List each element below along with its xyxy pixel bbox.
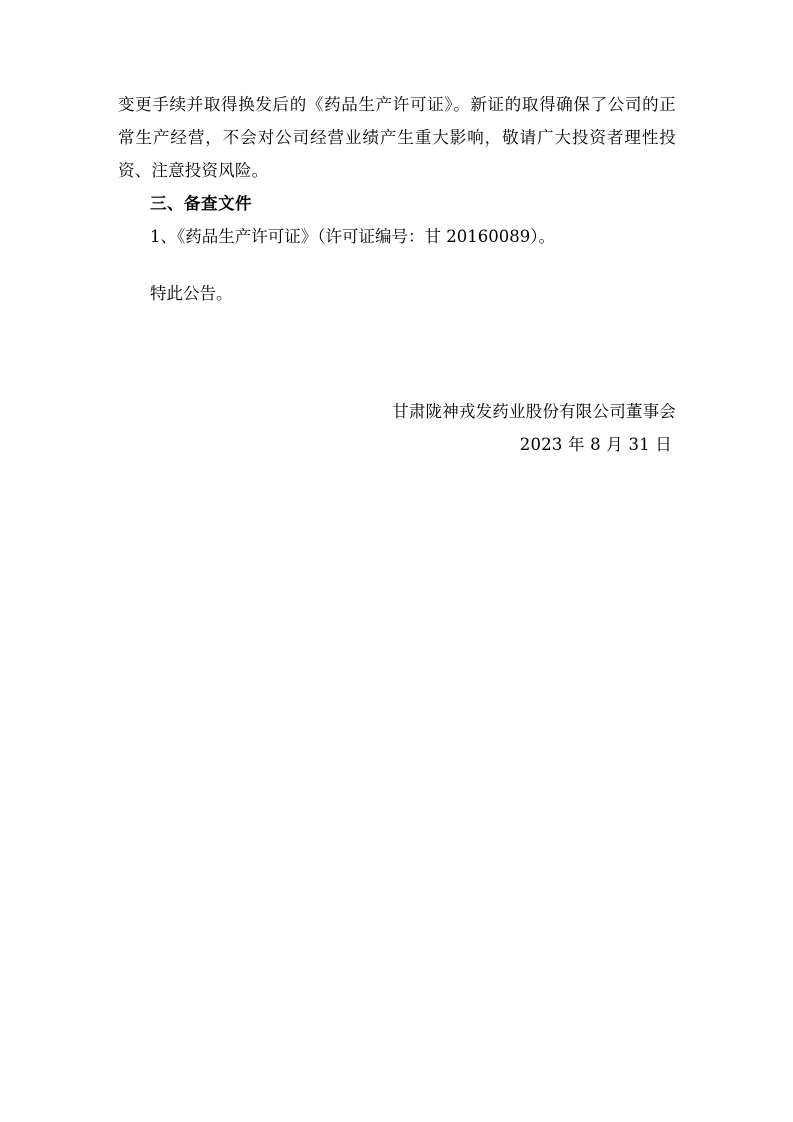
paragraph-spacer xyxy=(118,253,676,277)
signature-date: 2023 年 8 月 31 日 xyxy=(519,435,672,454)
section-heading-reference-documents: 三、备查文件 xyxy=(150,194,252,213)
reference-document-item: 1、《药品生产许可证》（许可证编号：甘 20160089）。 xyxy=(150,227,555,246)
signature-company: 甘肃陇神戎发药业股份有限公司董事会 xyxy=(392,402,676,421)
body-paragraph: 变更手续并取得换发后的《药品生产许可证》。新证的取得确保了公司的正常生产经营，不会对公司经营业绩产生重大影响，敬请广大投资者理性投资、注意投资风险。 xyxy=(118,95,676,180)
signature-block xyxy=(118,395,676,461)
closing-notice: 特此公告。 xyxy=(150,284,233,303)
document-content xyxy=(118,88,676,310)
